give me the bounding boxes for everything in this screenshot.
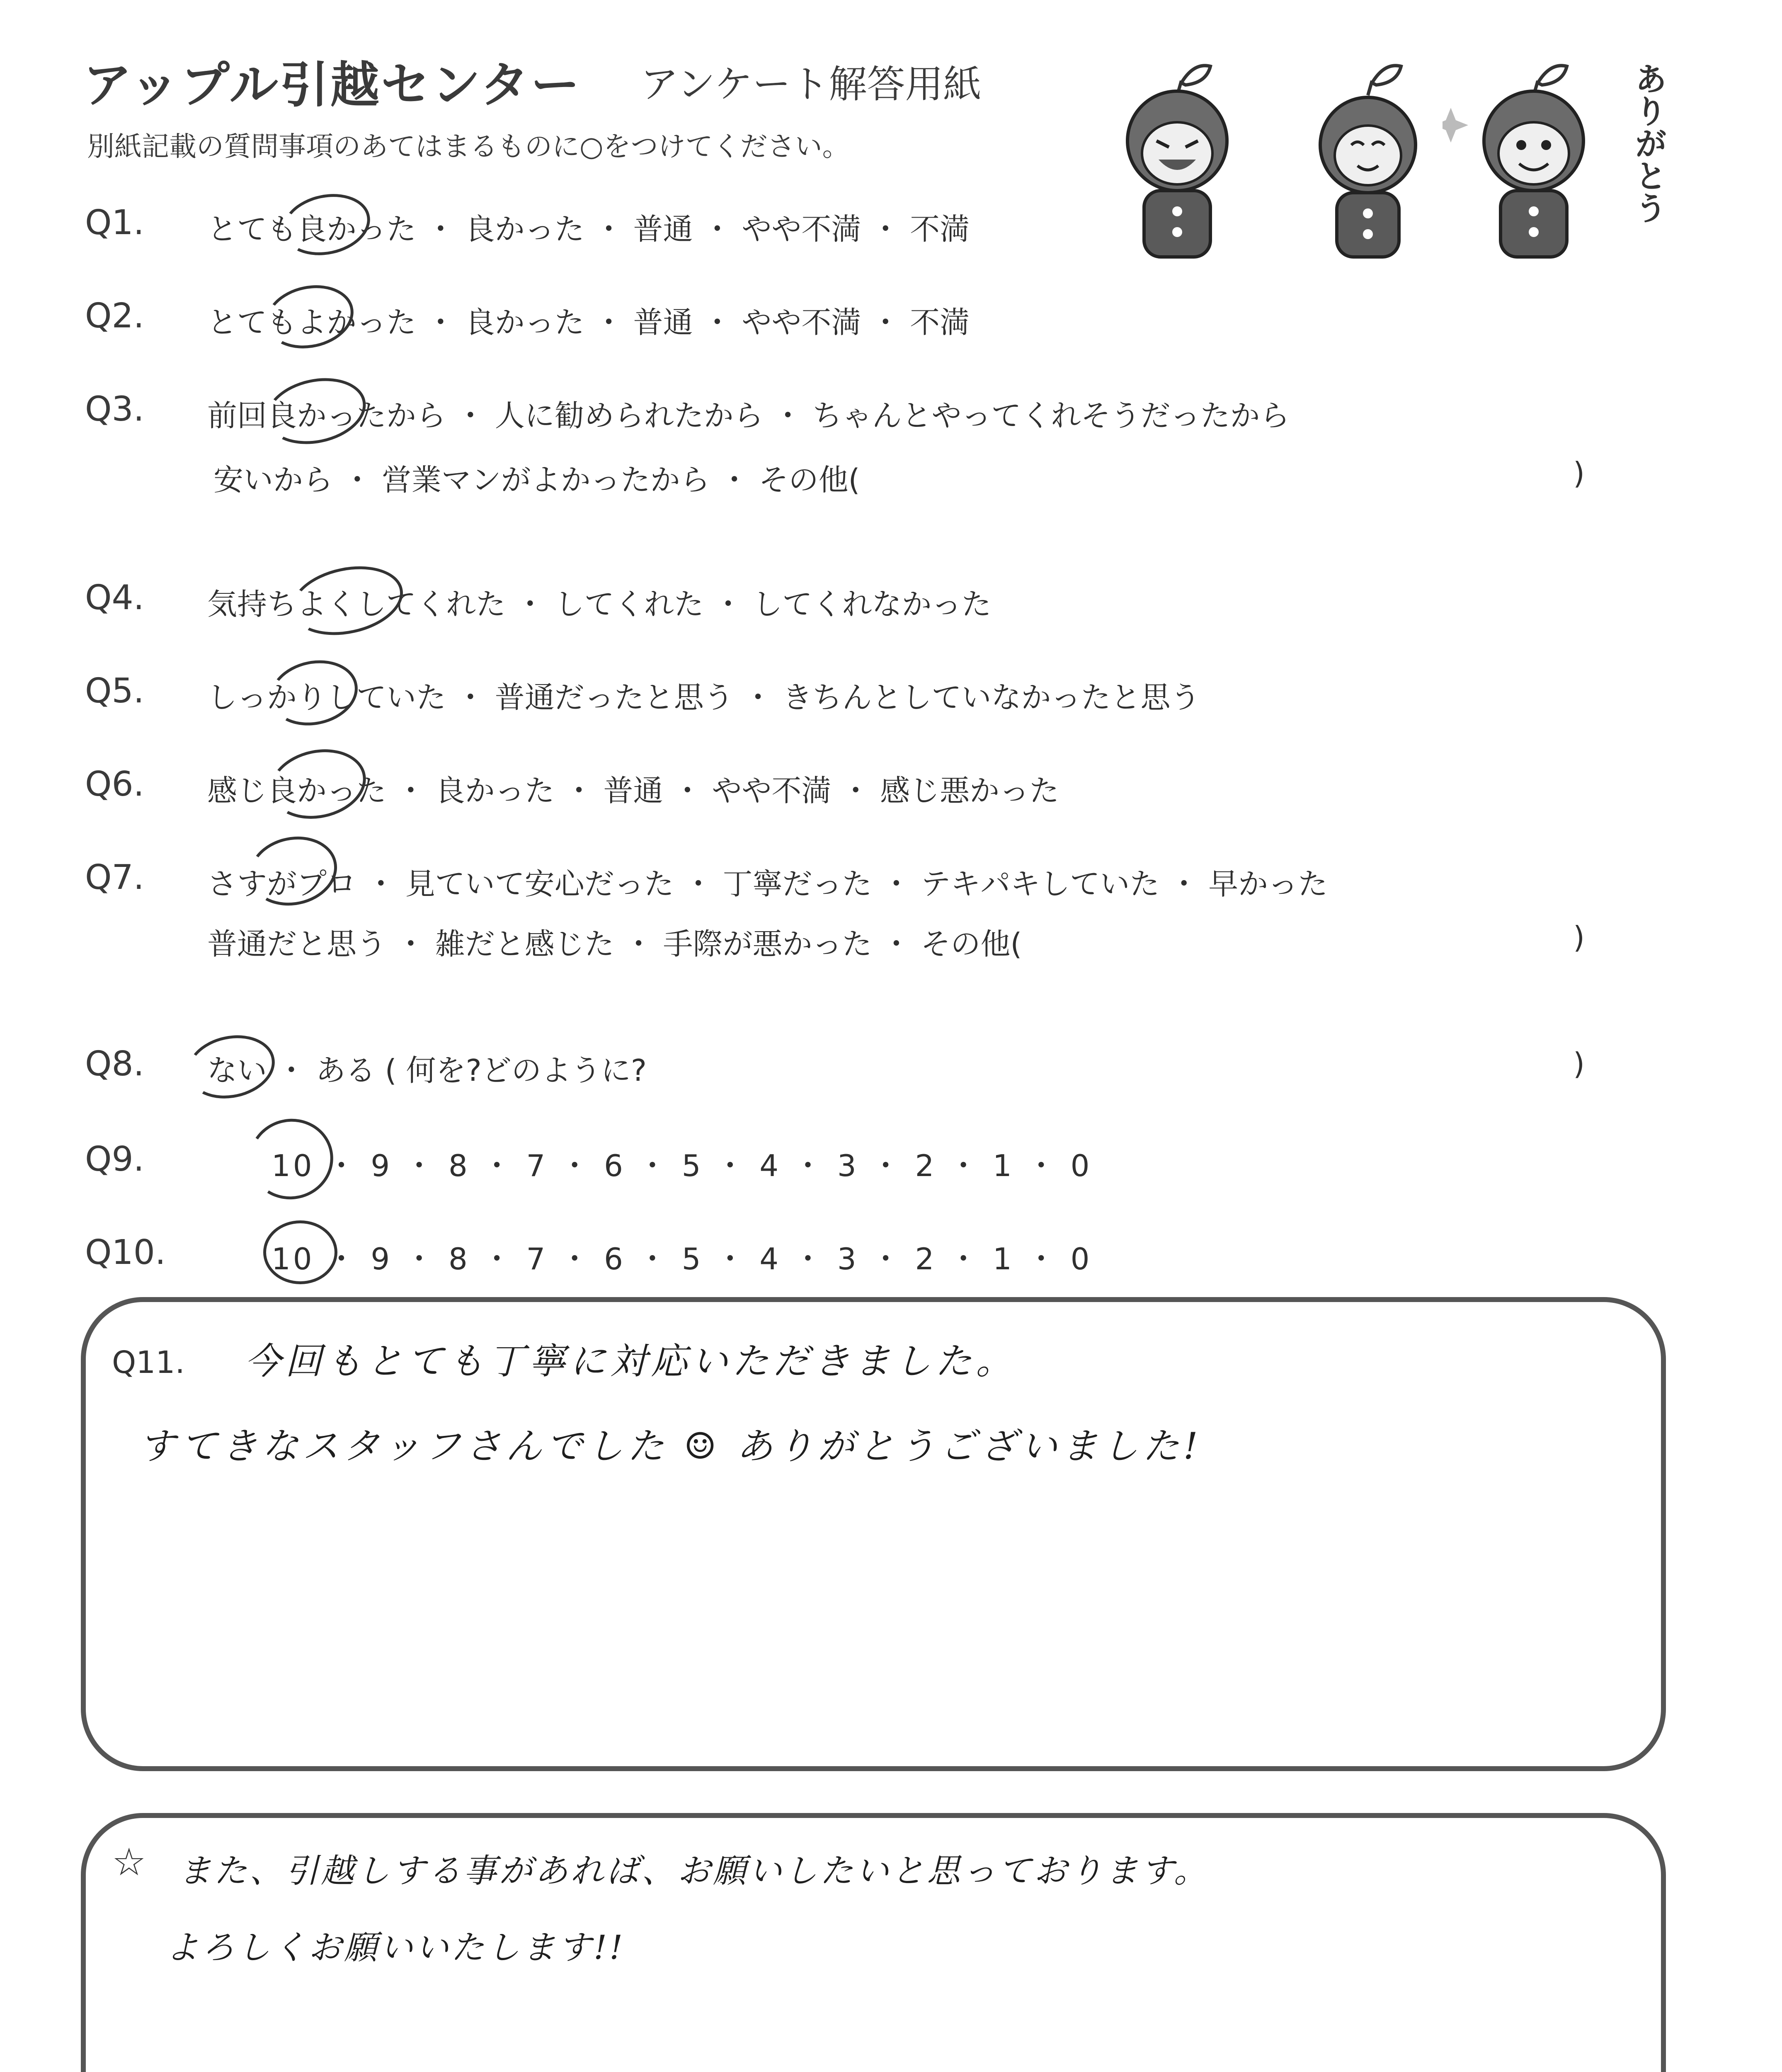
q8-options: ない ・ ある ( 何を?どのように? (207, 1053, 647, 1088)
q10-selection-circle (263, 1220, 337, 1284)
q7-close-paren: ) (1573, 920, 1585, 955)
q4-selection-circle (284, 557, 409, 644)
q5-selection-circle (264, 652, 364, 733)
brand-name: アップル引越センター (83, 56, 582, 114)
mascot-monkey-smiling-icon (1443, 58, 1625, 265)
additional-handwritten-line2: よろしくお願いいたします!! (166, 1928, 626, 1967)
q8-selection-circle (181, 1027, 281, 1106)
mascot-monkey-laughing-icon (1086, 58, 1268, 265)
q7-label: Q7. (85, 858, 144, 897)
q11-handwritten-line2: すてきなスタッフさんでした ☺ ありがとうございました! (139, 1425, 1202, 1467)
q9-label: Q9. (85, 1140, 144, 1179)
q2-label: Q2. (85, 296, 144, 336)
q10-label: Q10. (85, 1233, 166, 1272)
q3-selection-circle (260, 369, 372, 453)
q7-options-line1: さすがプロ ・ 見ていて安心だった ・ 丁寧だった ・ テキパキしていた ・ 早かった (207, 867, 1328, 901)
q1-label: Q1. (85, 203, 144, 242)
q6-selection-circle (264, 741, 373, 827)
q5-label: Q5. (85, 671, 144, 711)
q9-scale: 10 ・ 9 ・ 8 ・ 7 ・ 6 ・ 5 ・ 4 ・ 3 ・ 2 ・ 1 ・ 0 (272, 1148, 1092, 1183)
q4-options: 気持ちよくしてくれた ・ してくれた ・ してくれなかった (207, 587, 992, 622)
q11-handwritten-line1: 今回もとても丁寧に対応いただきました。 (245, 1340, 1017, 1382)
q8-close-paren: ) (1573, 1046, 1585, 1081)
star-icon: ☆ (112, 1840, 146, 1884)
q3-label: Q3. (85, 390, 144, 429)
mascot-monkey-shy-icon (1277, 58, 1459, 265)
q8-label: Q8. (85, 1044, 144, 1084)
q3-close-paren: ) (1573, 456, 1585, 491)
q6-label: Q6. (85, 765, 144, 804)
q5-options: しっかりしていた ・ 普通だったと思う ・ きちんとしていなかったと思う (207, 680, 1200, 715)
q6-options: 感じ良かった ・ 良かった ・ 普通 ・ やや不満 ・ 感じ悪かった (207, 773, 1060, 808)
q2-options: とてもよかった ・ 良かった ・ 普通 ・ やや不満 ・ 不満 (207, 305, 970, 340)
instruction-text: 別紙記載の質問事項のあてはまるものに○をつけてください。 (87, 131, 850, 162)
q2-selection-circle (260, 277, 359, 356)
q3-options-line2: 安いから ・ 営業マンがよかったから ・ その他( (213, 462, 860, 497)
q7-options-line2: 普通だと思う ・ 雑だと感じた ・ 手際が悪かった ・ その他( (207, 927, 1022, 961)
q3-options-line1: 前回良かったから ・ 人に勧められたから ・ ちゃんとやってくれそうだったから (207, 398, 1290, 433)
q9-selection-circle (241, 1111, 341, 1207)
form-title: アンケート解答用紙 (640, 62, 982, 107)
q1-options: とても良かった ・ 良かった ・ 普通 ・ やや不満 ・ 不満 (207, 212, 970, 247)
q1-selection-circle (276, 186, 376, 263)
q11-label: Q11. (112, 1345, 185, 1380)
q10-scale: 10 ・ 9 ・ 8 ・ 7 ・ 6 ・ 5 ・ 4 ・ 3 ・ 2 ・ 1 ・ 0 (272, 1242, 1092, 1276)
mascot-caption: ありがとう (1629, 62, 1667, 224)
additional-handwritten-line1: また、引越しする事があれば、お願いしたいと思っております。 (178, 1852, 1210, 1890)
q4-label: Q4. (85, 578, 144, 617)
